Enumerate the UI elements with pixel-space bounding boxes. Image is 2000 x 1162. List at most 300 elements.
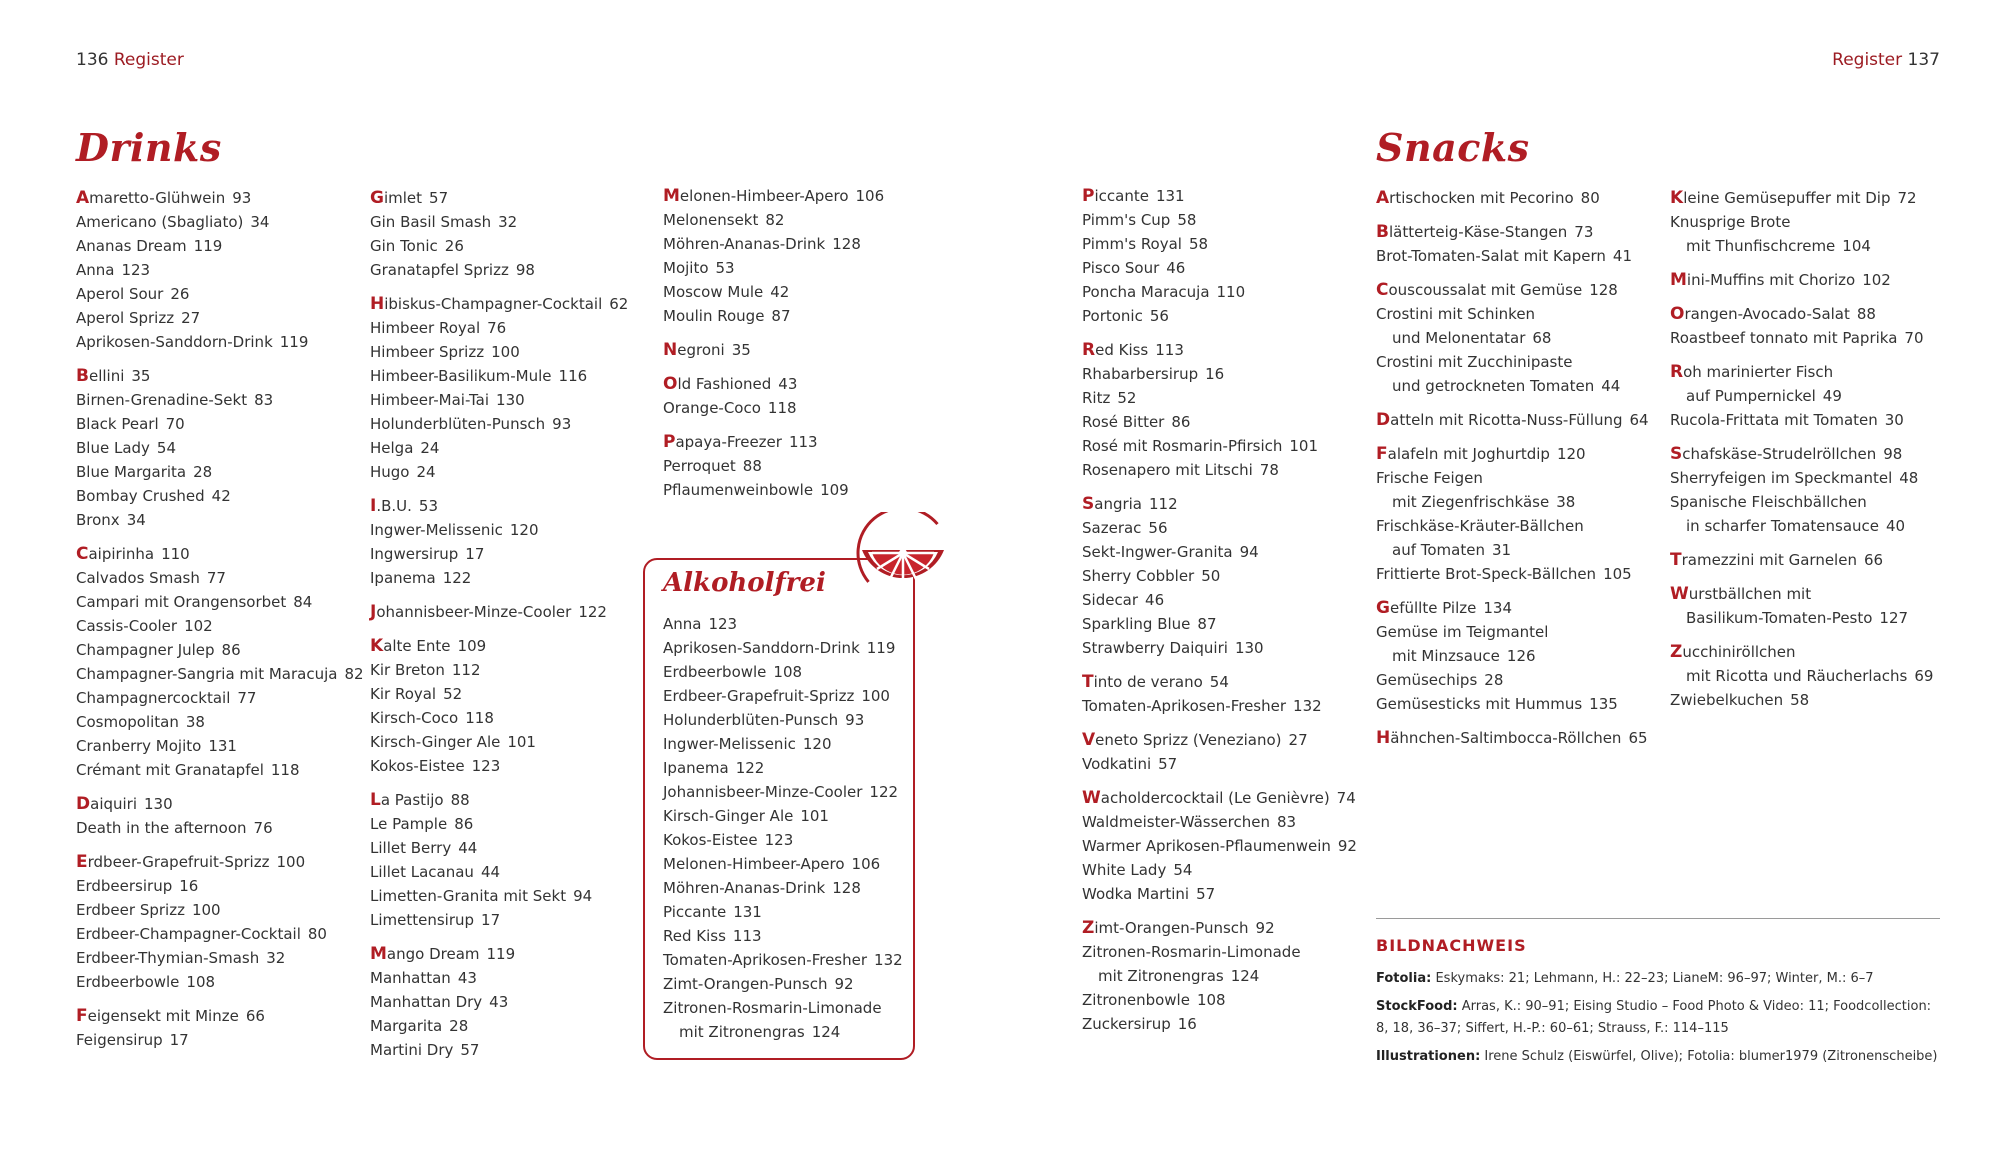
index-entry (1082, 834, 1357, 858)
entry-name: Warmer Aprikosen-Pflaumenwein (1082, 837, 1331, 855)
entry-page: 17 (169, 1031, 189, 1049)
entry-page: 122 (735, 759, 765, 777)
entry-name: Black Pearl (76, 415, 159, 433)
page-number-right: 137 (1907, 50, 1940, 70)
index-entry (76, 186, 346, 210)
alkoholfrei-entry (663, 780, 903, 804)
entry-page: 128 (832, 879, 861, 897)
entry-page: 64 (1629, 411, 1649, 429)
entry-name: Cranberry Mojito (76, 737, 202, 755)
index-entry (76, 758, 346, 782)
entry-page: 122 (869, 783, 899, 801)
alkoholfrei-entry (663, 756, 903, 780)
index-entry (370, 788, 640, 812)
index-entry (76, 1028, 346, 1052)
index-entry (1082, 304, 1352, 328)
entry-page: 35 (731, 341, 751, 359)
index-entry (1376, 620, 1646, 668)
entry-page: 43 (778, 375, 798, 393)
index-entry (370, 860, 640, 884)
entry-page: 88 (1856, 305, 1876, 323)
entry-name: Frische Feigen (1376, 469, 1483, 487)
entry-page: 56 (1148, 519, 1168, 537)
entry-name: Zimt-Orangen-Punsch (1082, 918, 1249, 938)
entry-initial: O (1670, 304, 1685, 324)
alkoholfrei-entry (663, 972, 903, 996)
index-entry (370, 364, 640, 388)
entry-name: Margarita (370, 1017, 443, 1035)
entry-name: Crémant mit Granatapfel (76, 761, 264, 779)
entry-name: Moscow Mule (663, 283, 764, 301)
folio-left (76, 50, 184, 70)
entry-page: 58 (1790, 691, 1810, 709)
entry-name: Daiquiri (76, 794, 138, 814)
index-entry (1082, 458, 1352, 482)
entry-page: 49 (1822, 387, 1842, 405)
index-entry (370, 566, 640, 590)
entry-name: Ritz (1082, 389, 1111, 407)
entry-page: 123 (121, 261, 151, 279)
index-entry (76, 258, 346, 282)
entry-name: Zuckersirup (1082, 1015, 1171, 1033)
entry-page: 86 (454, 815, 474, 833)
entry-name: Orangen-Avocado-Salat (1670, 304, 1850, 324)
entry-page: 46 (1145, 591, 1165, 609)
alkoholfrei-entry (663, 828, 903, 852)
entry-name: Gemüse im Teigmantel (1376, 623, 1549, 641)
entry-page: 28 (449, 1017, 469, 1035)
entry-page: 34 (250, 213, 270, 231)
page-number-left: 136 (76, 50, 109, 70)
index-entry (1670, 640, 1940, 688)
entry-name: Anna (76, 261, 115, 279)
index-entry (76, 412, 346, 436)
credit-source: Illustrationen: (1376, 1049, 1481, 1064)
index-entry (76, 614, 346, 638)
index-entry (663, 478, 933, 502)
entry-page: 94 (573, 887, 593, 905)
entry-name: Perroquet (663, 457, 736, 475)
entry-name: Poncha Maracuja (1082, 283, 1210, 301)
entry-name: Artischocken mit Pecorino (1376, 188, 1574, 208)
entry-name: Ingwer-Melissenic (370, 521, 503, 539)
entry-initial: Z (1082, 918, 1095, 938)
index-entry (1376, 350, 1646, 398)
entry-initial: R (1670, 362, 1684, 382)
entry-page: 70 (165, 415, 185, 433)
entry-page: 106 (851, 855, 881, 873)
letter-group (1082, 184, 1352, 328)
entry-name: Cosmopolitan (76, 713, 179, 731)
entry-page: 26 (170, 285, 190, 303)
entry-name: Tinto de verano (1082, 672, 1203, 692)
entry-name: Erdbeer-Champagner-Cocktail (76, 925, 301, 943)
entry-name: Ingwersirup (370, 545, 459, 563)
entry-name: Mojito (663, 259, 709, 277)
entry-page: 135 (1589, 695, 1618, 713)
credit-entry (1376, 1046, 1940, 1068)
orange-slice-icon (848, 512, 956, 604)
entry-initial: A (76, 188, 90, 208)
entry-name: Holunderblüten-Punsch (663, 711, 839, 729)
entry-name: Ingwer-Melissenic (663, 735, 796, 753)
entry-page: 43 (457, 969, 477, 987)
entry-name: Frittierte Brot-Speck-Bällchen (1376, 565, 1597, 583)
entry-page: 27 (1288, 731, 1308, 749)
entry-name: Gimlet (370, 188, 423, 208)
entry-page: 93 (552, 415, 572, 433)
index-entry (1376, 692, 1646, 716)
entry-name: Orange-Coco (663, 399, 761, 417)
entry-page: 77 (237, 689, 257, 707)
entry-name: Kir Breton (370, 661, 445, 679)
entry-page: 118 (465, 709, 494, 727)
letter-group (1082, 492, 1352, 660)
entry-page: 120 (1556, 445, 1586, 463)
entry-name: Sidecar (1082, 591, 1139, 609)
entry-page: 113 (788, 433, 818, 451)
index-entry (76, 436, 346, 460)
entry-page: 54 (1209, 673, 1229, 691)
index-entry (76, 542, 346, 566)
credits-divider (1376, 918, 1940, 919)
letter-group (76, 186, 346, 354)
entry-name: Death in the afternoon (76, 819, 247, 837)
index-entry (1082, 564, 1352, 588)
entry-name: Wurstbällchen mit (1670, 584, 1812, 604)
running-head-right: Register (1832, 50, 1903, 70)
index-entry (1670, 408, 1940, 432)
index-entry (370, 388, 640, 412)
entry-continuation: und Melonentatar 68 (1392, 329, 1552, 347)
index-entry (76, 566, 346, 590)
index-entry (76, 330, 346, 354)
index-entry (370, 812, 640, 836)
entry-name: Knusprige Brote (1670, 213, 1791, 231)
entry-name: Champagnercocktail (76, 689, 231, 707)
entry-page: 57 (429, 189, 449, 207)
entry-page: 130 (144, 795, 173, 813)
entry-page: 40 (1886, 517, 1906, 535)
folio-right (1832, 50, 1940, 70)
index-entry (76, 898, 346, 922)
entry-name: Zitronen-Rosmarin-Limonade (663, 999, 882, 1017)
entry-page: 112 (1149, 495, 1178, 513)
entry-initial: H (1376, 728, 1391, 748)
index-entry (370, 634, 640, 658)
entry-initial: G (370, 188, 384, 208)
drinks-column-3 (663, 184, 933, 512)
entry-name: Rhabarbersirup (1082, 365, 1199, 383)
entry-page: 38 (1556, 493, 1576, 511)
entry-page: 16 (179, 877, 199, 895)
index-entry (370, 542, 640, 566)
entry-page: 100 (491, 343, 520, 361)
index-entry (663, 338, 933, 362)
index-entry (76, 306, 346, 330)
index-entry (76, 970, 346, 994)
index-entry (663, 280, 933, 304)
entry-page: 43 (489, 993, 509, 1011)
entry-page: 42 (770, 283, 790, 301)
letter-group (1376, 596, 1646, 716)
index-entry (1376, 186, 1646, 210)
entry-name: Amaretto-Glühwein (76, 188, 226, 208)
entry-name: Erdbeersirup (76, 877, 173, 895)
alkoholfrei-entry (663, 732, 903, 756)
entry-page: 110 (161, 545, 190, 563)
entry-name: Gin Tonic (370, 237, 438, 255)
entry-page: 92 (1337, 837, 1357, 855)
entry-initial: J (370, 602, 377, 622)
entry-page: 44 (480, 863, 501, 881)
entry-name: Melonensekt (663, 211, 759, 229)
entry-name: Hähnchen-Saltimbocca-Röllchen (1376, 728, 1622, 748)
entry-name: Erdbeer-Grapefruit-Sprizz (76, 852, 270, 872)
entry-page: 88 (450, 791, 470, 809)
entry-initial: Z (1670, 642, 1683, 662)
index-entry (1082, 516, 1352, 540)
index-entry (76, 1004, 346, 1028)
index-entry (370, 836, 640, 860)
index-entry (370, 706, 640, 730)
entry-name: Wodka Martini (1082, 885, 1190, 903)
entry-name: Roastbeef tonnato mit Paprika (1670, 329, 1898, 347)
index-entry (1082, 362, 1352, 386)
entry-page: 132 (874, 951, 903, 969)
alkoholfrei-entry (663, 804, 903, 828)
entry-name: Mango Dream (370, 944, 480, 964)
index-entry (1082, 338, 1352, 362)
alkoholfrei-entry (663, 636, 903, 660)
entry-name: Manhattan (370, 969, 451, 987)
credits-heading: BILDNACHWEIS (1376, 936, 1527, 955)
entry-name: Himbeer-Mai-Tai (370, 391, 490, 409)
alkoholfrei-entry (663, 900, 903, 924)
entry-initial: I (370, 496, 377, 516)
entry-name: Tomaten-Aprikosen-Fresher (1082, 697, 1287, 715)
entry-page: 70 (1904, 329, 1924, 347)
entry-initial: K (370, 636, 384, 656)
letter-group (76, 542, 364, 782)
entry-page: 100 (861, 687, 890, 705)
entry-initial: C (1376, 280, 1389, 300)
entry-name: Zitronenbowle (1082, 991, 1190, 1009)
entry-name: Manhattan Dry (370, 993, 483, 1011)
entry-page: 131 (1155, 187, 1185, 205)
index-entry (663, 232, 933, 256)
letter-group (370, 186, 640, 282)
entry-name: Portonic (1082, 307, 1143, 325)
letter-group (663, 430, 933, 502)
entry-page: 123 (471, 757, 501, 775)
entry-name: Bombay Crushed (76, 487, 205, 505)
index-entry (1670, 582, 1940, 630)
index-entry (1670, 268, 1940, 292)
entry-name: Sekt-Ingwer-Granita (1082, 543, 1233, 561)
entry-page: 57 (460, 1041, 480, 1059)
entry-initial: D (76, 794, 91, 814)
entry-page: 82 (344, 665, 364, 683)
snacks-column-1 (1376, 186, 1649, 760)
entry-page: 83 (254, 391, 274, 409)
entry-page: 76 (253, 819, 273, 837)
entry-name: Limettensirup (370, 911, 475, 929)
entry-page: 80 (1580, 189, 1600, 207)
letter-group (370, 634, 640, 778)
letter-group (370, 494, 640, 590)
entry-name: Sparkling Blue (1082, 615, 1191, 633)
index-entry (76, 388, 346, 412)
entry-initial: T (1670, 550, 1682, 570)
entry-name: Holunderblüten-Punsch (370, 415, 546, 433)
entry-continuation: und getrockneten Tomaten 44 (1392, 377, 1621, 395)
entry-page: 122 (578, 603, 607, 621)
index-entry (1376, 442, 1646, 466)
entry-page: 48 (1899, 469, 1919, 487)
index-entry (76, 234, 346, 258)
entry-page: 92 (834, 975, 854, 993)
entry-page: 131 (208, 737, 237, 755)
index-entry (76, 638, 346, 662)
index-entry (663, 396, 933, 420)
entry-page: 69 (1914, 667, 1934, 685)
entry-name: Johannisbeer-Minze-Cooler (370, 602, 572, 622)
index-entry (76, 282, 346, 306)
index-entry (1670, 360, 1940, 408)
entry-name: Blätterteig-Käse-Stangen (1376, 222, 1568, 242)
index-entry (1082, 882, 1352, 906)
entry-page: 82 (765, 211, 785, 229)
entry-continuation: auf Pumpernickel 49 (1686, 387, 1842, 405)
entry-name: Crostini mit Zucchinipaste (1376, 353, 1573, 371)
index-entry (76, 590, 346, 614)
entry-name: Bronx (76, 511, 120, 529)
index-entry (1082, 988, 1352, 1012)
index-entry (76, 874, 346, 898)
entry-page: 86 (1171, 413, 1191, 431)
entry-page: 41 (1612, 247, 1633, 265)
index-entry (1082, 670, 1352, 694)
entry-page: 76 (487, 319, 507, 337)
entry-page: 109 (820, 481, 849, 499)
entry-page: 132 (1293, 697, 1322, 715)
entry-name: Kokos-Eistee (663, 831, 758, 849)
index-entry (1082, 492, 1352, 516)
entry-page: 34 (126, 511, 146, 529)
letter-group (663, 338, 933, 362)
entry-continuation: mit Thunfischcreme 104 (1686, 237, 1871, 255)
alkoholfrei-heading: Alkoholfrei (663, 568, 826, 598)
index-entry (1082, 184, 1352, 208)
entry-name: Feigensekt mit Minze (76, 1006, 239, 1026)
entry-continuation: mit Ricotta und Räucherlachs 69 (1686, 667, 1934, 685)
letter-group (76, 850, 346, 994)
entry-page: 118 (270, 761, 300, 779)
entry-page: 17 (465, 545, 485, 563)
index-entry (1082, 208, 1352, 232)
entry-name: Aprikosen-Sanddorn-Drink (76, 333, 273, 351)
entry-initial: O (663, 374, 678, 394)
entry-page: 87 (771, 307, 791, 325)
entry-continuation: mit Ziegenfrischkäse 38 (1392, 493, 1576, 511)
entry-page: 93 (232, 189, 252, 207)
entry-name: Gefüllte Pilze (1376, 598, 1477, 618)
entry-name: Ipanema (370, 569, 436, 587)
entry-initial: B (1376, 222, 1389, 242)
index-entry (76, 364, 346, 388)
entry-page: 65 (1628, 729, 1648, 747)
entry-name: Kirsch-Ginger Ale (663, 807, 794, 825)
entry-page: 130 (1234, 639, 1264, 657)
entry-page: 38 (185, 713, 205, 731)
entry-page: 123 (764, 831, 794, 849)
entry-name: Sherry Cobbler (1082, 567, 1195, 585)
index-entry (1082, 232, 1352, 256)
letter-group (1670, 442, 1940, 538)
index-entry (370, 1038, 640, 1062)
index-entry (1376, 726, 1646, 750)
entry-page: 101 (1289, 437, 1319, 455)
entry-page: 127 (1879, 609, 1909, 627)
entry-name: Zucchiniröllchen (1670, 642, 1796, 662)
entry-name: Rosé Bitter (1082, 413, 1165, 431)
entry-name: Frischkäse-Kräuter-Bällchen (1376, 517, 1584, 535)
entry-page: 53 (418, 497, 438, 515)
entry-page: 100 (276, 853, 306, 871)
entry-name: Rosé mit Rosmarin-Pfirsich (1082, 437, 1283, 455)
entry-page: 78 (1259, 461, 1279, 479)
entry-page: 108 (186, 973, 216, 991)
entry-page: 92 (1255, 919, 1275, 937)
entry-page: 62 (609, 295, 629, 313)
letter-group (370, 942, 640, 1062)
entry-page: 52 (443, 685, 463, 703)
credit-text: Irene Schulz (Eiswürfel, Olive); Fotolia: blumer1979 (Zitronenscheibe) (1480, 1049, 1938, 1064)
entry-page: 88 (742, 457, 762, 475)
entry-name: Falafeln mit Joghurtdip (1376, 444, 1550, 464)
entry-name: Rosenapero mit Litschi (1082, 461, 1253, 479)
index-entry (1082, 810, 1352, 834)
index-entry (1082, 786, 1356, 810)
entry-name: Feigensirup (76, 1031, 163, 1049)
entry-name: Sangria (1082, 494, 1142, 514)
entry-page: 35 (131, 367, 151, 385)
alkoholfrei-entry (663, 684, 903, 708)
entry-name: La Pastijo (370, 790, 444, 810)
letter-group (1082, 728, 1352, 776)
index-entry (1376, 596, 1646, 620)
entry-continuation: Basilikum-Tomaten-Pesto 127 (1686, 609, 1909, 627)
entry-name: Tomaten-Aprikosen-Fresher (663, 951, 868, 969)
index-entry (370, 340, 640, 364)
letter-group (1670, 360, 1940, 432)
entry-name: Spanische Fleischbällchen (1670, 493, 1867, 511)
index-entry (1376, 302, 1646, 350)
entry-continuation: in scharfer Tomatensauce 40 (1686, 517, 1906, 535)
entry-page: 58 (1177, 211, 1197, 229)
index-entry (1082, 636, 1352, 660)
index-entry (370, 990, 640, 1014)
letter-group (1082, 916, 1352, 1036)
entry-page: 28 (1484, 671, 1504, 689)
entry-page: 24 (416, 463, 436, 481)
index-entry (663, 304, 933, 328)
entry-initial: S (1670, 444, 1683, 464)
entry-name: Crostini mit Schinken (1376, 305, 1536, 323)
index-entry (370, 234, 640, 258)
entry-initial: M (663, 186, 680, 206)
